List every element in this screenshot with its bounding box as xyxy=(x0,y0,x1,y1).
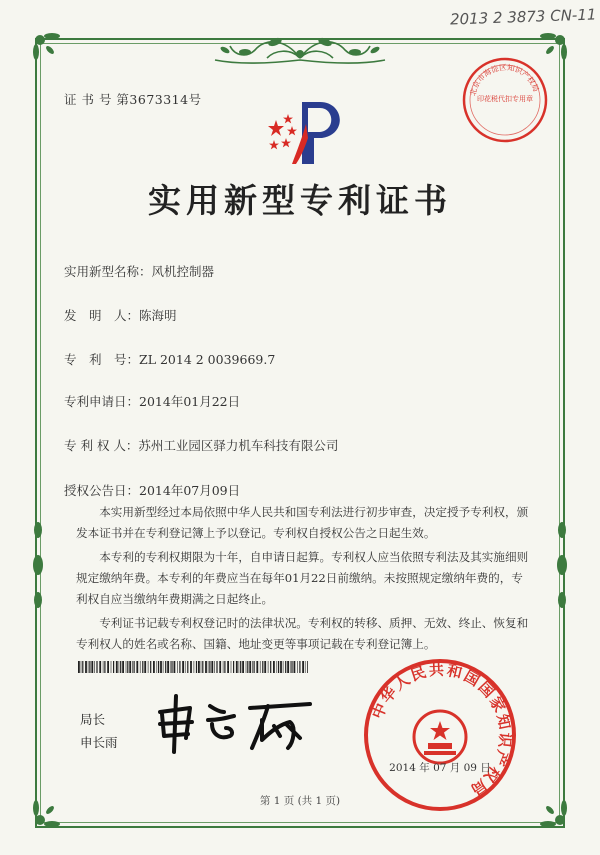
seal-date: 2014 年 07 月 09 日 xyxy=(389,762,491,774)
cnipa-logo-icon xyxy=(262,98,352,168)
side-ornament-icon xyxy=(552,520,572,610)
director-name: 申长雨 xyxy=(80,735,118,750)
director-signature xyxy=(150,690,320,760)
field-value: 苏州工业园区驿力机车科技有限公司 xyxy=(138,438,339,453)
floral-corner-icon xyxy=(20,20,80,80)
field-label: 实用新型名称： xyxy=(64,264,152,279)
field-label: 专 利 号： xyxy=(64,352,140,367)
field-label: 发 明 人： xyxy=(64,308,140,323)
tax-stamp-ring-text: 北京市海淀区知识产权局 xyxy=(468,62,541,97)
tax-stamp xyxy=(460,55,550,145)
official-seal xyxy=(360,655,520,815)
field-value: 风机控制器 xyxy=(151,264,215,279)
top-ornament-icon xyxy=(205,28,395,68)
body-paragraph: 专利证书记载专利权登记时的法律状况。专利权的转移、质押、无效、终止、恢复和专利权人的姓名或名称、国籍、地址变更等事项记载在专利登记簿上。 xyxy=(76,616,529,651)
national-emblem-icon xyxy=(414,711,466,763)
field-grant-date xyxy=(64,481,240,499)
director-title: 局长 xyxy=(80,712,106,727)
body-paragraph: 本实用新型经过本局依照中华人民共和国专利法进行初步审查，决定授予专利权，颁发本证书并在专利登记簿上予以登记。专利权自授权公告之日起生效。 xyxy=(76,505,529,540)
certificate-number: 证 书 号 第3673314号 xyxy=(64,92,202,107)
field-value: 陈海明 xyxy=(139,308,177,323)
page-footer: 第 1 页 (共 1 页) xyxy=(259,795,341,807)
floral-corner-icon xyxy=(20,780,80,840)
barcode-icon xyxy=(78,661,308,673)
certificate-body xyxy=(76,500,534,655)
side-ornament-icon xyxy=(28,520,48,610)
field-application-date xyxy=(64,392,240,410)
field-label: 专 利 权 人： xyxy=(64,438,139,453)
field-value: ZL 2014 2 0039669.7 xyxy=(139,352,276,367)
body-paragraph: 本专利的专利权期限为十年，自申请日起算。专利权人应当依照专利法及其实施细则规定缴纳年费。本专利的年费应当在每年01月22日前缴纳。未按照规定缴纳年费的，专利权自应当缴纳年费期满之日起终止。 xyxy=(76,550,529,606)
handwritten-reference: 2013 2 3873 CN-11 xyxy=(449,5,597,29)
certificate-title: 实用新型专利证书 xyxy=(148,181,452,220)
seal-ring-text: 中华人民共和国国家知识产权局 xyxy=(368,660,515,800)
field-label: 专利申请日： xyxy=(64,394,140,409)
tax-stamp-center-text: 印花税代扣专用章 xyxy=(477,95,533,103)
floral-corner-icon xyxy=(520,780,580,840)
field-value: 2014年07月09日 xyxy=(139,483,241,498)
field-label: 授权公告日： xyxy=(64,483,140,498)
field-inventor xyxy=(64,306,177,324)
field-utility-model-name xyxy=(64,262,214,280)
field-value: 2014年01月22日 xyxy=(139,394,241,409)
field-patentee xyxy=(64,436,338,454)
field-patent-number xyxy=(64,350,275,368)
